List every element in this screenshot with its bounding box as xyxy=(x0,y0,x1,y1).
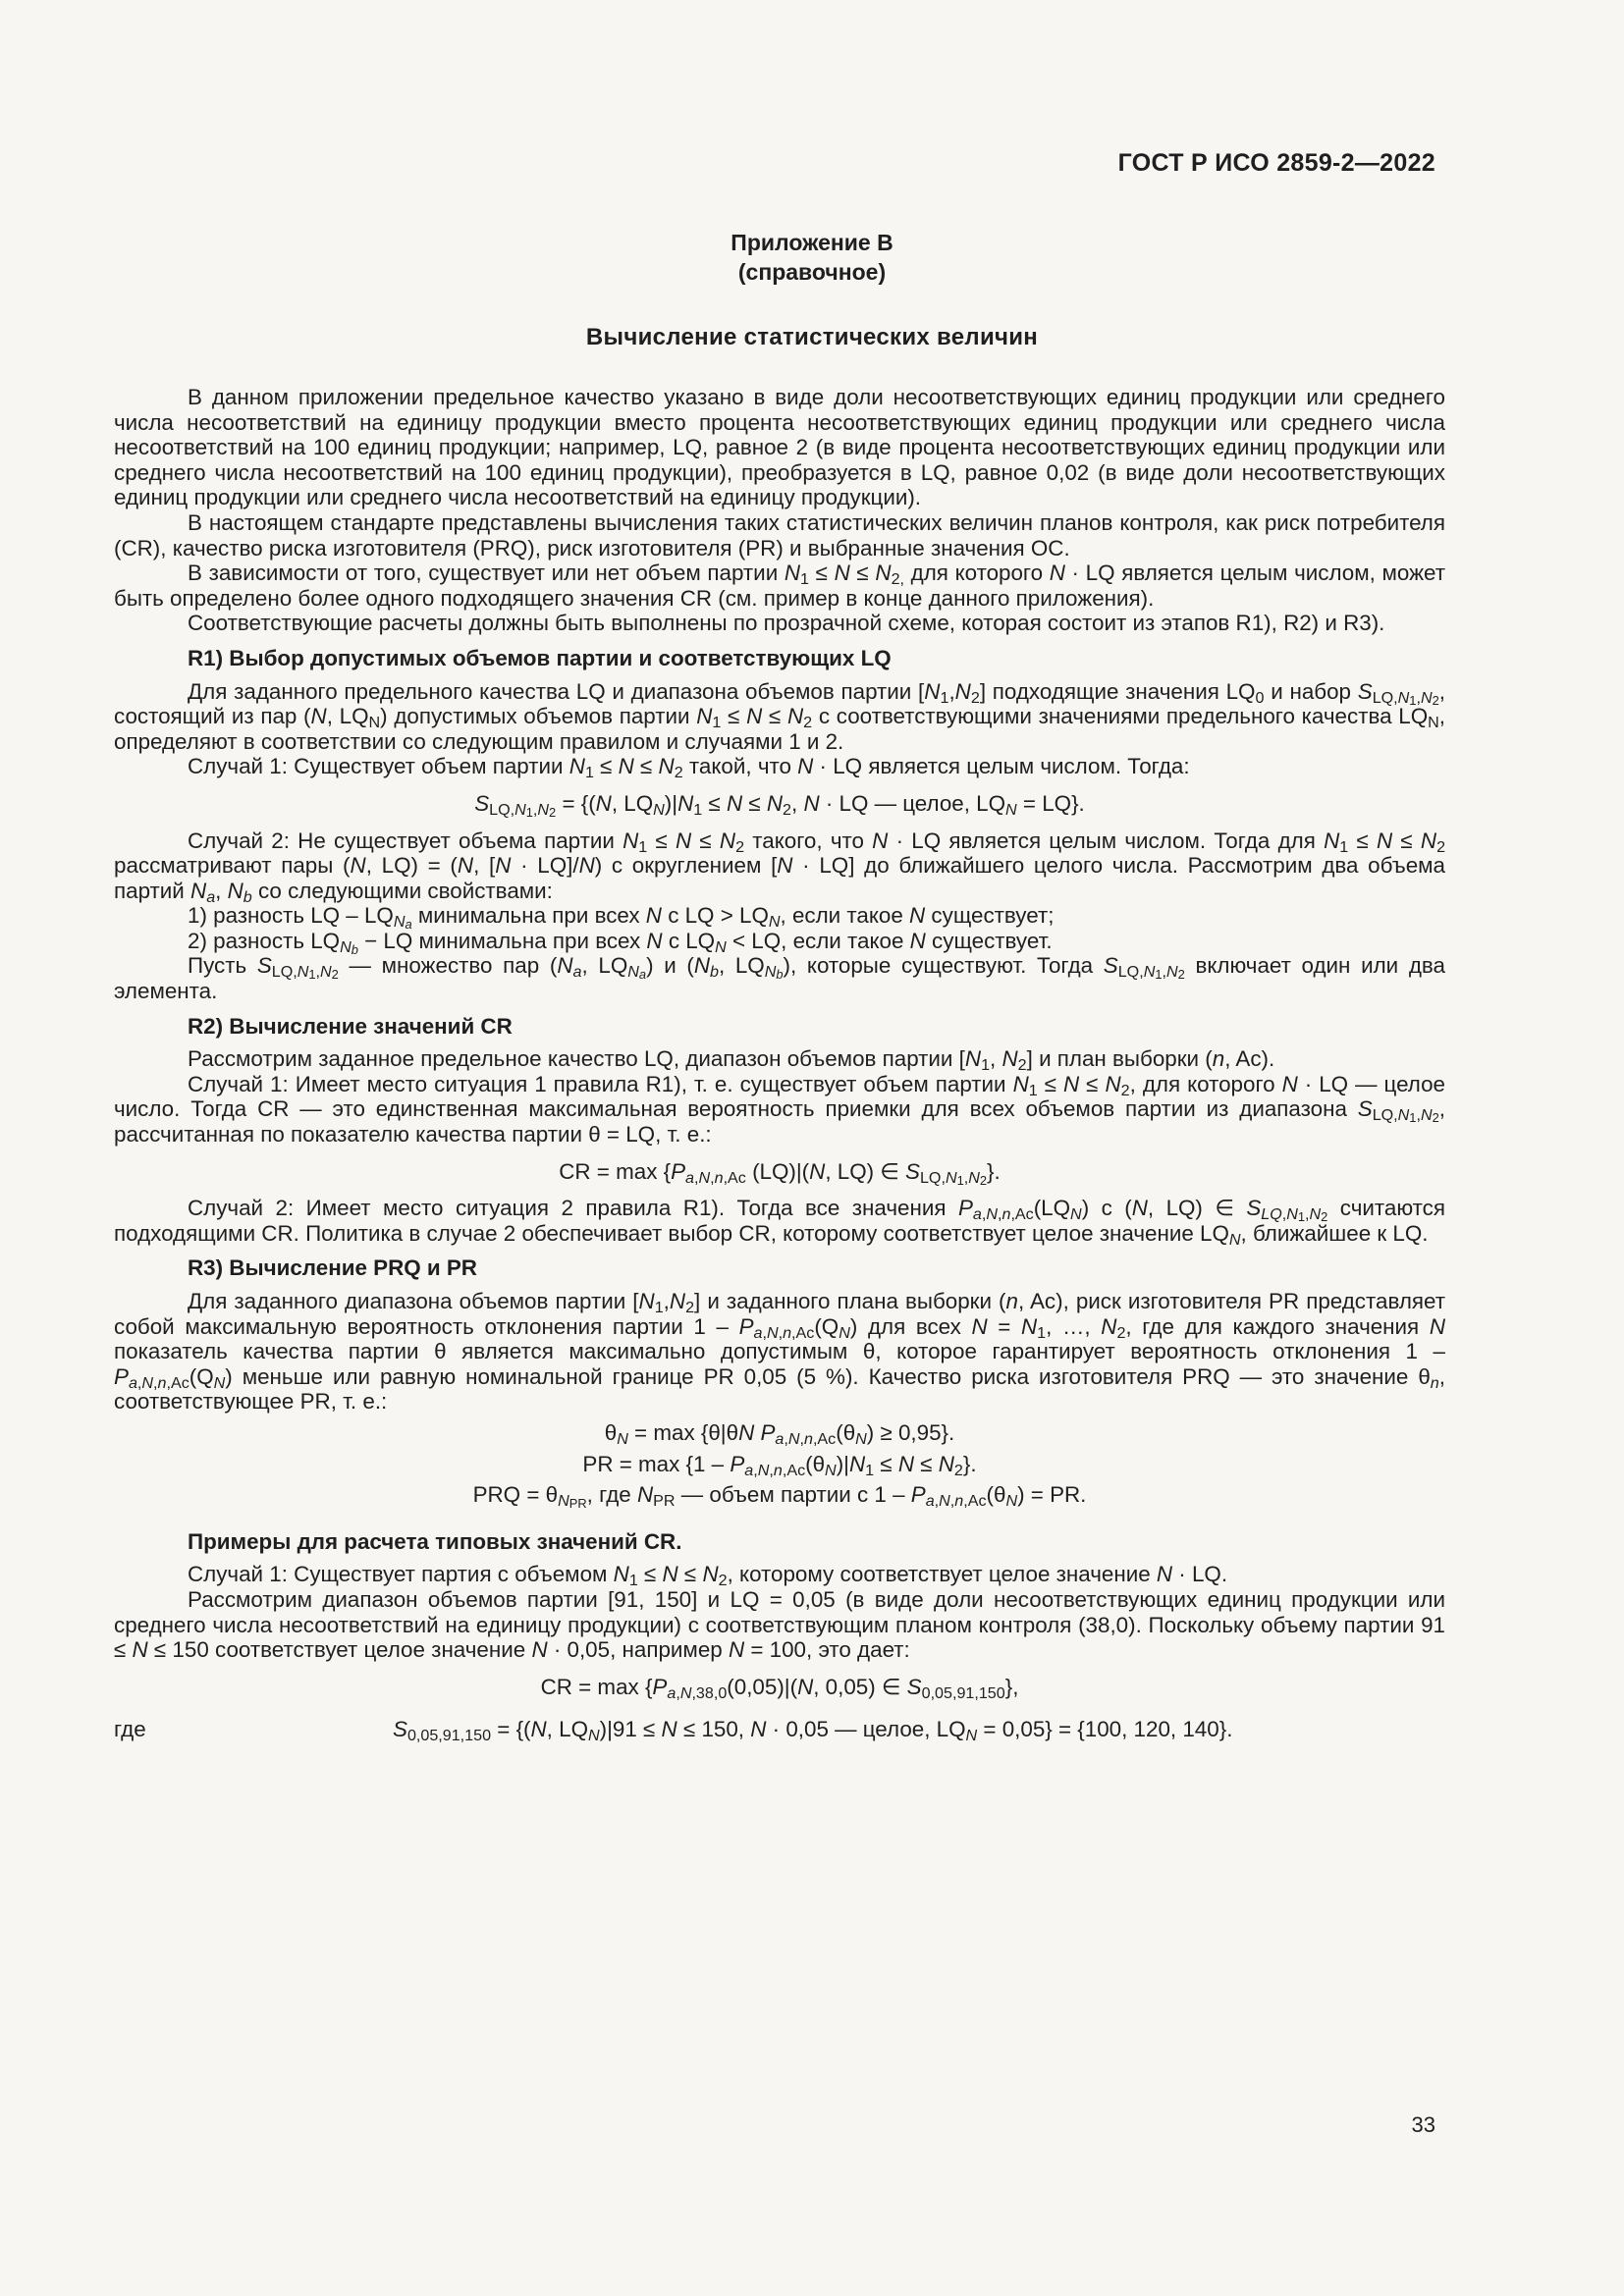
annex-title: Приложение В xyxy=(731,230,893,255)
paragraph-intro-3: В зависимости от того, существует или нет объем партии $N_1 \le N \le N_{2,}$ для которого N · LQ является целым числом, может быть определено более одного подходящего значения CR (см. пример в конце данного приложения). xyxy=(114,561,1446,611)
formula-cr-example: CR = $\max \{P_{a,N,38,0}(0,05)|(N$, 0,05) ∈ $S_{0,05,91,150}$}, xyxy=(540,1674,1019,1702)
document-body xyxy=(114,385,1446,1745)
paragraph-intro-1: В данном приложении предельное качество указано в виде доли несоответствующих единиц продукции или среднего числа несоответствий на единицу продукции вместо процента несоответствующих единиц продукции или среднего числа несоответствий на 100 единиц продукции; например, LQ, равное 2 (в виде процента несоответствующих единиц продукции или среднего числа несоответствий на 100 единиц продукции), преобразуется в LQ, равное 0,02 (в виде доли несоответствующих единиц продукции или среднего числа несоответствий на единицу продукции). xyxy=(114,385,1445,510)
formula-prq: PRQ = $\theta_{N_{PR}}$, где $N_{PR}$ — объем партии с $1 - P_{a,N,n,Ac}(\theta_N)$ = PR. xyxy=(472,1482,1087,1512)
formula-s-example: $S_{0,05,91,150} = \{(N$, $LQ_N)|91 \le N \le 150$, N · 0,05 — целое, $LQ_N = 0,05\} = \{100$, 120, 140}. xyxy=(393,1717,1233,1745)
page-number: 33 xyxy=(1411,2112,1435,2137)
section-heading-r1: R1) Выбор допустимых объемов партии и соответствующих LQ xyxy=(188,645,892,670)
paragraph-r2-case2: Случай 2: Имеет место ситуация 2 правила R1). Тогда все значения $P_{a,N,n,Ac}(LQ_N)$ с (N, LQ) ∈ $S_{LQ,N_1,N_2}$ считаются подходящими CR. Политика в случае 2 обеспечивает выбор CR, которому соответствует целое значение $LQ_N$, ближайшее к LQ. xyxy=(114,1196,1445,1249)
list-item-2: 2) разность $LQ_{N_b}$ − LQ минимальна при всех N с $LQ_N$ < LQ, если такое N существует. xyxy=(188,928,1053,957)
paragraph-intro-4: Соответствующие расчеты должны быть выполнены по прозрачной схеме, которая состоит из этапов R1), R2) и R3). xyxy=(188,611,1385,636)
paragraph-r1-let: Пусть $S_{LQ,N_1,N_2}$ — множество пар ($N_a$, $LQ_{N_a}$) и ($N_b$, $LQ_{N_b}$), которые существуют. Тогда $S_{LQ,N_1,N_2}$ включает один или два элемента. xyxy=(114,953,1446,1004)
paragraph-intro-2: В настоящем стандарте представлены вычисления таких статистических величин планов контроля, как риск потребителя (CR), качество риска изготовителя (PRQ), риск изготовителя (PR) и выбранные значения ОС. xyxy=(114,509,1445,561)
paragraph-r2-1: Рассмотрим заданное предельное качество LQ, диапазон объемов партии [$N_1$, $N_2$] и план выборки (n, Ac). xyxy=(188,1046,1275,1075)
paragraph-r3-1: Для заданного диапазона объемов партии $[N_1,N_2]$ и заданного плана выборки (n, Ac), риск изготовителя PR представляет собой максимальную вероятность отклонения партии $1 - P_{a,N,n,Ac}(Q_N)$ для всех $N = N_1$, …, $N_2$, где для каждого значения N показатель качества партии θ является максимально допустимым θ, которое гарантирует вероятность отклонения $1 - P_{a,N,n,Ac}(Q_N)$ меньше или равную номинальной границе PR 0,05 (5 %). Качество риска изготовителя PRQ — это значение $\theta_n$, соответствующее PR, т. е.: xyxy=(114,1289,1445,1415)
where-label: где xyxy=(114,1717,146,1742)
section-heading-r3: R3) Вычисление PRQ и PR xyxy=(188,1255,477,1281)
formula-s-case1: $S_{LQ,N_1,N_2} = \{(N$, $LQ_N)|N_1 \le N \le N_2$, N · LQ — целое, $LQ_N = LQ$}. xyxy=(474,790,1085,820)
paragraph-r1-case2: Случай 2: Не существует объема партии $N_1 \le N \le N_2$ такого, что N · LQ является целым числом. Тогда для $N_1 \le N \le N_2$ рассматривают пары (N, LQ) = (N, [N · LQ]/N) с округлением [N · LQ] до ближайшего целого числа. Рассмотрим два объема партий $N_a$, $N_b$ со следующими свойствами: xyxy=(114,828,1446,906)
r2-intro-text: Рассмотрим заданное предельное качество LQ, диапазон объемов партии [ xyxy=(188,1046,965,1072)
section-heading-r2: R2) Вычисление значений CR xyxy=(188,1013,513,1039)
paragraph-example-case1: Случай 1: Существует партия с объемом $N_1 \le N \le N_2$, которому соответствует целое значение N · LQ. xyxy=(188,1562,1228,1590)
standard-header: ГОСТ Р ИСО 2859-2—2022 xyxy=(1117,149,1435,177)
section-heading-examples: Примеры для расчета типовых значений CR. xyxy=(188,1528,682,1554)
paragraph-r1-1: Для заданного предельного качества LQ и диапазона объемов партии $[N_1,N_2]$ подходящие значения $LQ_0$ и набор $S_{LQ,N_1,N_2}$, состоящий из пар (N, $LQ_N$) допустимых объемов партии $N_1 \le N \le N_2$ с соответствующими значениями предельного качества $LQ_N$, определяют в соответствии со следующим правилом и случаями 1 и 2. xyxy=(114,678,1446,754)
formula-where-row xyxy=(114,1717,1445,1745)
annex-status: (справочное) xyxy=(737,259,887,285)
paragraph-example-consider: Рассмотрим диапазон объемов партии [91, 150] и LQ = 0,05 (в виде доли несоответствующих единиц продукции или среднего числа несоответствий на единицу продукции) с соответствующим планом контроля (38,0). Поскольку объему партии 91 ≤ N ≤ 150 соответствует целое значение N · 0,05, например N = 100, это дает: xyxy=(114,1586,1445,1663)
paragraph-r1-case1: Случай 1: Существует объем партии $N_1 \le N \le N_2$ такой, что N · LQ является целым числом. Тогда: xyxy=(188,754,1190,782)
paragraph-r2-case1: Случай 1: Имеет место ситуация 1 правила R1), т. е. существует объем партии $N_1 \le N \le N_2$, для которого N · LQ — целое число. Тогда CR — это единственная максимальная вероятность приемки для всех объемов партии из диапазона $S_{LQ,N_1,N_2}$, рассчитанная по показателю качества партии θ = LQ, т. е.: xyxy=(114,1071,1445,1148)
list-item-1: 1) разность LQ – $LQ_{N_a}$ минимальна при всех N с LQ > $LQ_N$, если такое N существует; xyxy=(188,903,1055,933)
annex-heading xyxy=(0,228,1624,287)
formula-cr-case1: CR = $\max \{P_{a,N,n,Ac}$ (LQ)|(N, LQ) ∈ $S_{LQ,N_1,N_2}$}. xyxy=(559,1158,1001,1188)
main-title: Вычисление статистических величин xyxy=(585,324,1039,350)
formula-pr: PR = $\max \{1 - P_{a,N,n,Ac}(\theta_N)|N_1 \le N \le N_2\}$. xyxy=(582,1451,977,1479)
formula-theta-n: $\theta_N = \max \{\theta|\theta N$ $P_{a,N,n,Ac}(\theta_N) \ge 0,95$}. xyxy=(604,1419,955,1448)
